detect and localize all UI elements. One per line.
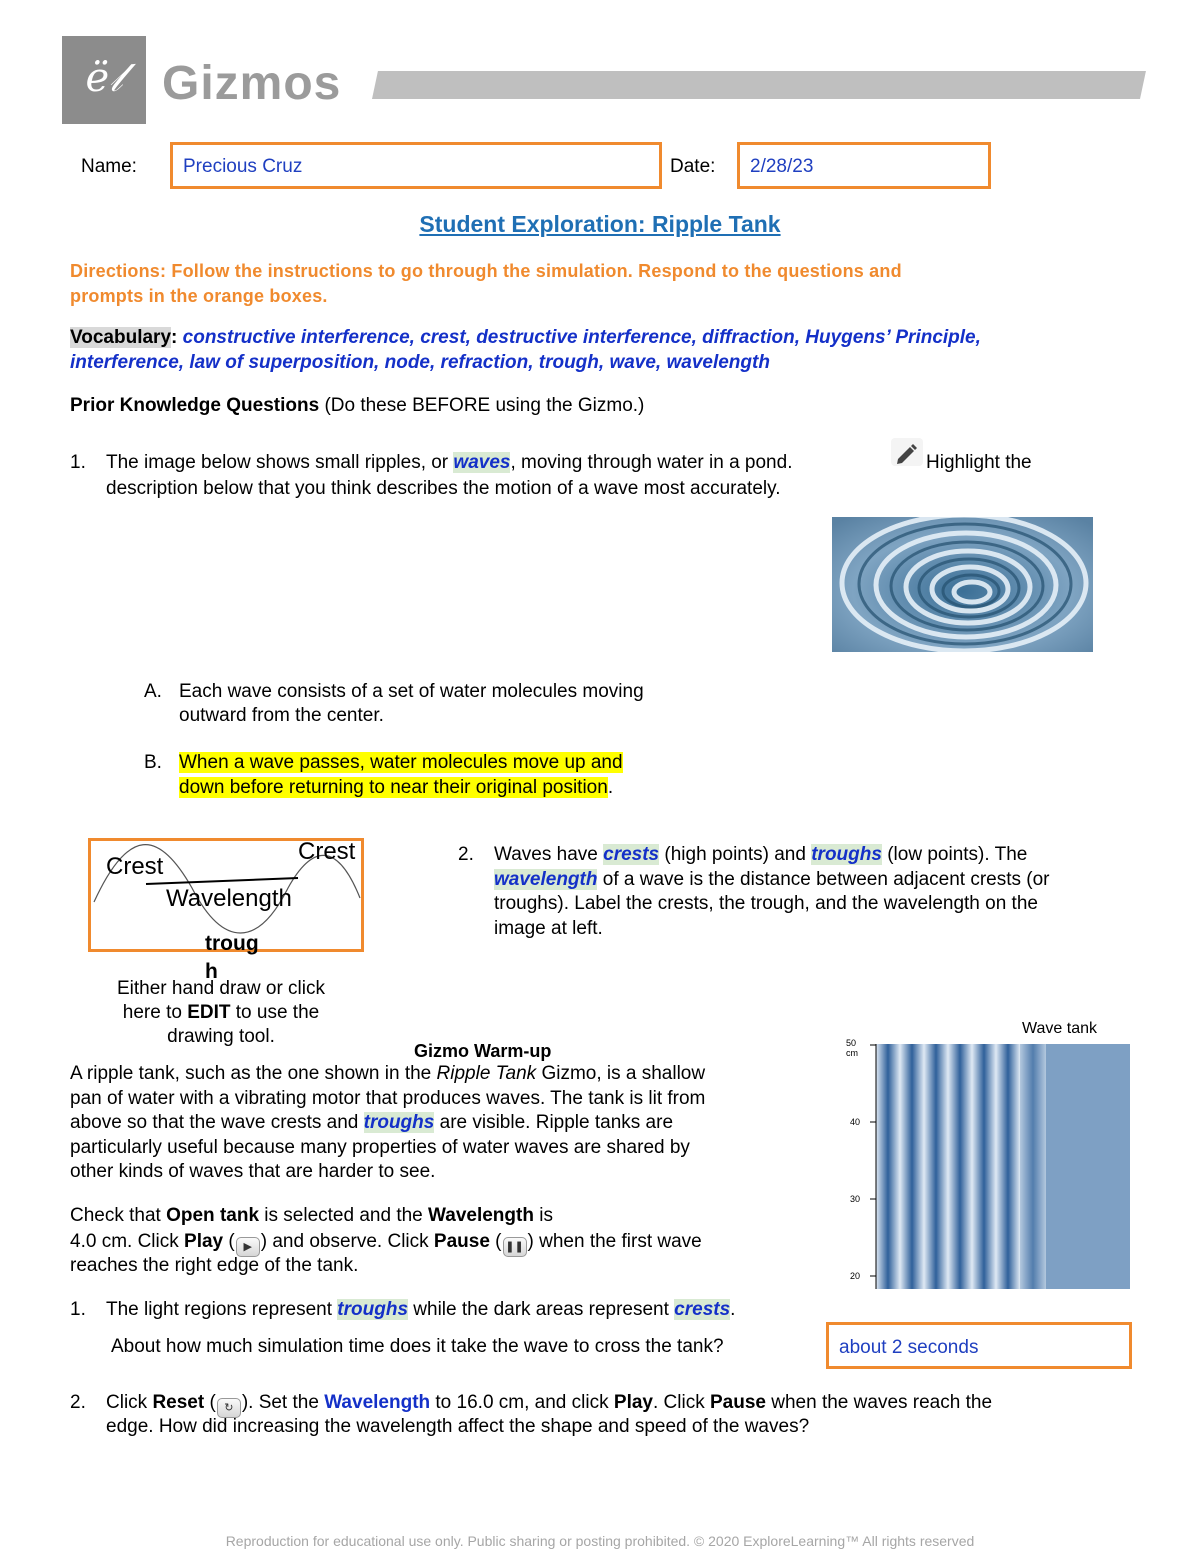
label-trough-2: h — [205, 960, 218, 983]
warmup-p2-text-f: ) when the first wave — [527, 1231, 702, 1252]
tank-tick-40: 40 — [850, 1117, 861, 1127]
tank-tick-30: 30 — [850, 1194, 861, 1204]
warmup-q2-text-e: when the waves reach the — [771, 1392, 993, 1413]
warmup-p1-text-d: are visible. Ripple tanks are — [439, 1112, 674, 1133]
vocabulary-terms-1: constructive interference, crest, destructive interference, diffraction, Huygens’ Principle, — [182, 327, 981, 348]
warmup-q1-period: . — [730, 1299, 736, 1320]
answer-cross-time: about 2 seconds — [839, 1337, 979, 1358]
draw-note-line-1: Either hand draw or click — [116, 978, 326, 999]
warmup-p2-line-3: reaches the right edge of the tank. — [70, 1255, 359, 1276]
reset-label: Reset — [152, 1392, 205, 1413]
play-label-q2: Play — [613, 1392, 653, 1413]
option-b-period: . — [607, 777, 614, 798]
term-crests: crests — [603, 844, 660, 865]
answer-box-cross-time[interactable] — [826, 1322, 1132, 1369]
option-b-text-2: down before returning to near their original position — [179, 777, 608, 798]
pause-icon[interactable]: ❚❚ — [503, 1237, 527, 1257]
warmup-p1-text-b: Gizmo, is a shallow — [541, 1063, 706, 1084]
date-value: 2/28/23 — [750, 156, 814, 177]
q2-line-4: image at left. — [494, 918, 603, 939]
prior-note: (Do these BEFORE using the Gizmo.) — [324, 395, 645, 416]
warmup-p2-text-a: Check that — [70, 1205, 161, 1226]
term-troughs: troughs — [811, 844, 882, 865]
warmup-p1-text-c: above so that the wave crests and — [70, 1112, 359, 1133]
name-field[interactable] — [170, 142, 662, 189]
warmup-q2-number: 2. — [70, 1392, 86, 1413]
edit-link[interactable]: EDIT — [187, 1002, 231, 1023]
q2-line-2 — [494, 868, 1050, 892]
prior-heading: Prior Knowledge Questions — [70, 395, 320, 416]
reset-icon[interactable]: ↻ — [217, 1398, 241, 1418]
draw-note-line-3: drawing tool. — [167, 1026, 275, 1047]
pond-ripples-graphic — [832, 517, 1093, 652]
warmup-p1-line-3 — [70, 1111, 673, 1135]
q2-text-b: (high points) and — [664, 844, 806, 865]
warmup-q1-number: 1. — [70, 1299, 86, 1320]
gizmos-logo — [62, 36, 146, 124]
warmup-p1-line-4: particularly useful because many properties of water waves are shared by — [70, 1137, 690, 1158]
draw-note-text-a: here to — [122, 1002, 182, 1023]
pond-ripples-image — [832, 517, 1093, 652]
q1-number: 1. — [70, 452, 86, 473]
warmup-p2-text-d: 4.0 cm. Click — [70, 1231, 179, 1252]
play-label: Play — [184, 1231, 224, 1252]
directions-line-1: Directions: Follow the instructions to go through the simulation. Respond to the questions and — [70, 261, 902, 281]
warmup-q1-line-1 — [106, 1298, 735, 1322]
warmup-p1-line-1 — [70, 1062, 705, 1086]
warmup-q2-text-b: ). Set the — [241, 1392, 319, 1413]
warmup-heading: Gizmo Warm-up — [414, 1041, 552, 1061]
q1-line-2: description below that you think describes the motion of a wave most accurately. — [106, 478, 781, 499]
draw-note-line-2 — [0, 1001, 442, 1025]
option-b-text-1: When a wave passes, water molecules move up and — [179, 752, 623, 773]
term-wavelength: wavelength — [494, 869, 598, 890]
name-value: Precious Cruz — [183, 156, 303, 177]
vocabulary-line-1 — [70, 326, 981, 350]
warmup-q1-question: About how much simulation time does it take the wave to cross the tank? — [111, 1336, 724, 1357]
play-icon[interactable]: ▶ — [236, 1237, 260, 1257]
option-a-line-1[interactable]: Each wave consists of a set of water molecules moving — [179, 681, 644, 702]
name-label: Name: — [81, 156, 137, 177]
warmup-q1-text-b: while the dark areas represent — [413, 1299, 669, 1320]
page-title: Student Exploration: Ripple Tank — [419, 211, 781, 237]
q1-text-a: The image below shows small ripples, or — [106, 452, 449, 473]
option-a-line-2[interactable]: outward from the center. — [179, 705, 384, 726]
q1-text-b: , moving through water in a pond. — [510, 452, 793, 473]
option-b-line-1[interactable] — [179, 751, 623, 775]
vocabulary-label: Vocabulary — [70, 327, 172, 348]
pause-label-q2: Pause — [710, 1392, 766, 1413]
tank-tick-20: 20 — [850, 1271, 861, 1281]
wave-tank-title: Wave tank — [1022, 1020, 1097, 1037]
directions-line-2: prompts in the orange boxes. — [70, 286, 328, 306]
q2-line-3: troughs). Label the crests, the trough, and the wavelength on the — [494, 893, 1038, 914]
vocabulary-terms-2: interference, law of superposition, node, refraction, trough, wave, wavelength — [70, 352, 770, 373]
warmup-p2-line-2: 4.0 cm. Click Play ( ▶ ) and observe. Click Pause ( ❚❚ ) when the first wave — [70, 1230, 702, 1257]
q1-line-1 — [106, 451, 792, 475]
draw-note-text-b: to use the — [235, 1002, 320, 1023]
term-waves: waves — [453, 452, 511, 473]
warmup-p1-line-5: other kinds of waves that are harder to see. — [70, 1161, 436, 1182]
label-trough-1: troug — [205, 932, 259, 955]
warmup-q2-line-2: edge. How did increasing the wavelength affect the shape and speed of the waves? — [106, 1416, 810, 1437]
q2-text-d: of a wave is the distance between adjacent crests (or — [602, 869, 1050, 890]
warmup-p1-line-2: pan of water with a vibrating motor that produces waves. The tank is lit from — [70, 1088, 706, 1109]
vocabulary-colon: : — [171, 327, 178, 348]
warmup-p2-text-c: is — [539, 1205, 553, 1226]
option-b-line-2[interactable] — [179, 776, 613, 800]
q2-text-a: Waves have — [494, 844, 598, 865]
q2-text-c: (low points). The — [887, 844, 1028, 865]
logo-glyph: ë𝓁 — [85, 55, 123, 101]
option-a-letter: A. — [144, 681, 162, 702]
tank-tick-50: 50 cm — [846, 1038, 858, 1058]
q2-number: 2. — [458, 844, 474, 865]
date-field[interactable] — [737, 142, 991, 189]
logo-title: Gizmos — [162, 57, 342, 110]
warmup-p1-text-a: A ripple tank, such as the one shown in the — [70, 1063, 432, 1084]
header-bar — [372, 71, 1146, 99]
wave-tank-graphic — [866, 1040, 1132, 1292]
warmup-q2-text-d: . Click — [652, 1392, 705, 1413]
option-b-letter: B. — [144, 752, 162, 773]
footer: Reproduction for educational use only. Public sharing or posting prohibited. © 2020 ExploreLearning™ All rights reserved — [225, 1533, 975, 1549]
warmup-p1-gizmo-name: Ripple Tank — [436, 1063, 537, 1084]
warmup-q1-text-a: The light regions represent — [106, 1299, 333, 1320]
warmup-p2-text-e: ) and observe. Click — [260, 1231, 429, 1252]
label-crest-right: Crest — [298, 838, 356, 865]
term-crests-q1: crests — [674, 1299, 731, 1320]
wavelength-label-q2: Wavelength — [324, 1392, 431, 1413]
warmup-q2-text-c: to 16.0 cm, and click — [435, 1392, 609, 1413]
prior-knowledge-heading — [70, 394, 644, 418]
term-troughs-q1: troughs — [337, 1299, 409, 1320]
label-wavelength: Wavelength — [166, 885, 292, 912]
label-crest-left: Crest — [106, 853, 164, 880]
warmup-q2-text-a: Click — [106, 1392, 148, 1413]
pause-label: Pause — [433, 1231, 490, 1252]
warmup-p2-line-1 — [70, 1204, 553, 1228]
q2-line-1 — [494, 843, 1027, 867]
open-tank-label: Open tank — [166, 1205, 260, 1226]
warmup-q2-line-1: Click Reset ( ↻ ). Set the Wavelength to 16.0 cm, and click Play. Click Pause when the waves reach the — [106, 1391, 992, 1418]
warmup-p2-text-b: is selected and the — [264, 1205, 423, 1226]
term-troughs-warmup: troughs — [363, 1112, 435, 1133]
wavelength-label: Wavelength — [428, 1205, 534, 1226]
highlighter-icon[interactable] — [890, 437, 924, 467]
q1-text-c: Highlight the — [926, 452, 1032, 473]
date-label: Date: — [670, 156, 716, 177]
